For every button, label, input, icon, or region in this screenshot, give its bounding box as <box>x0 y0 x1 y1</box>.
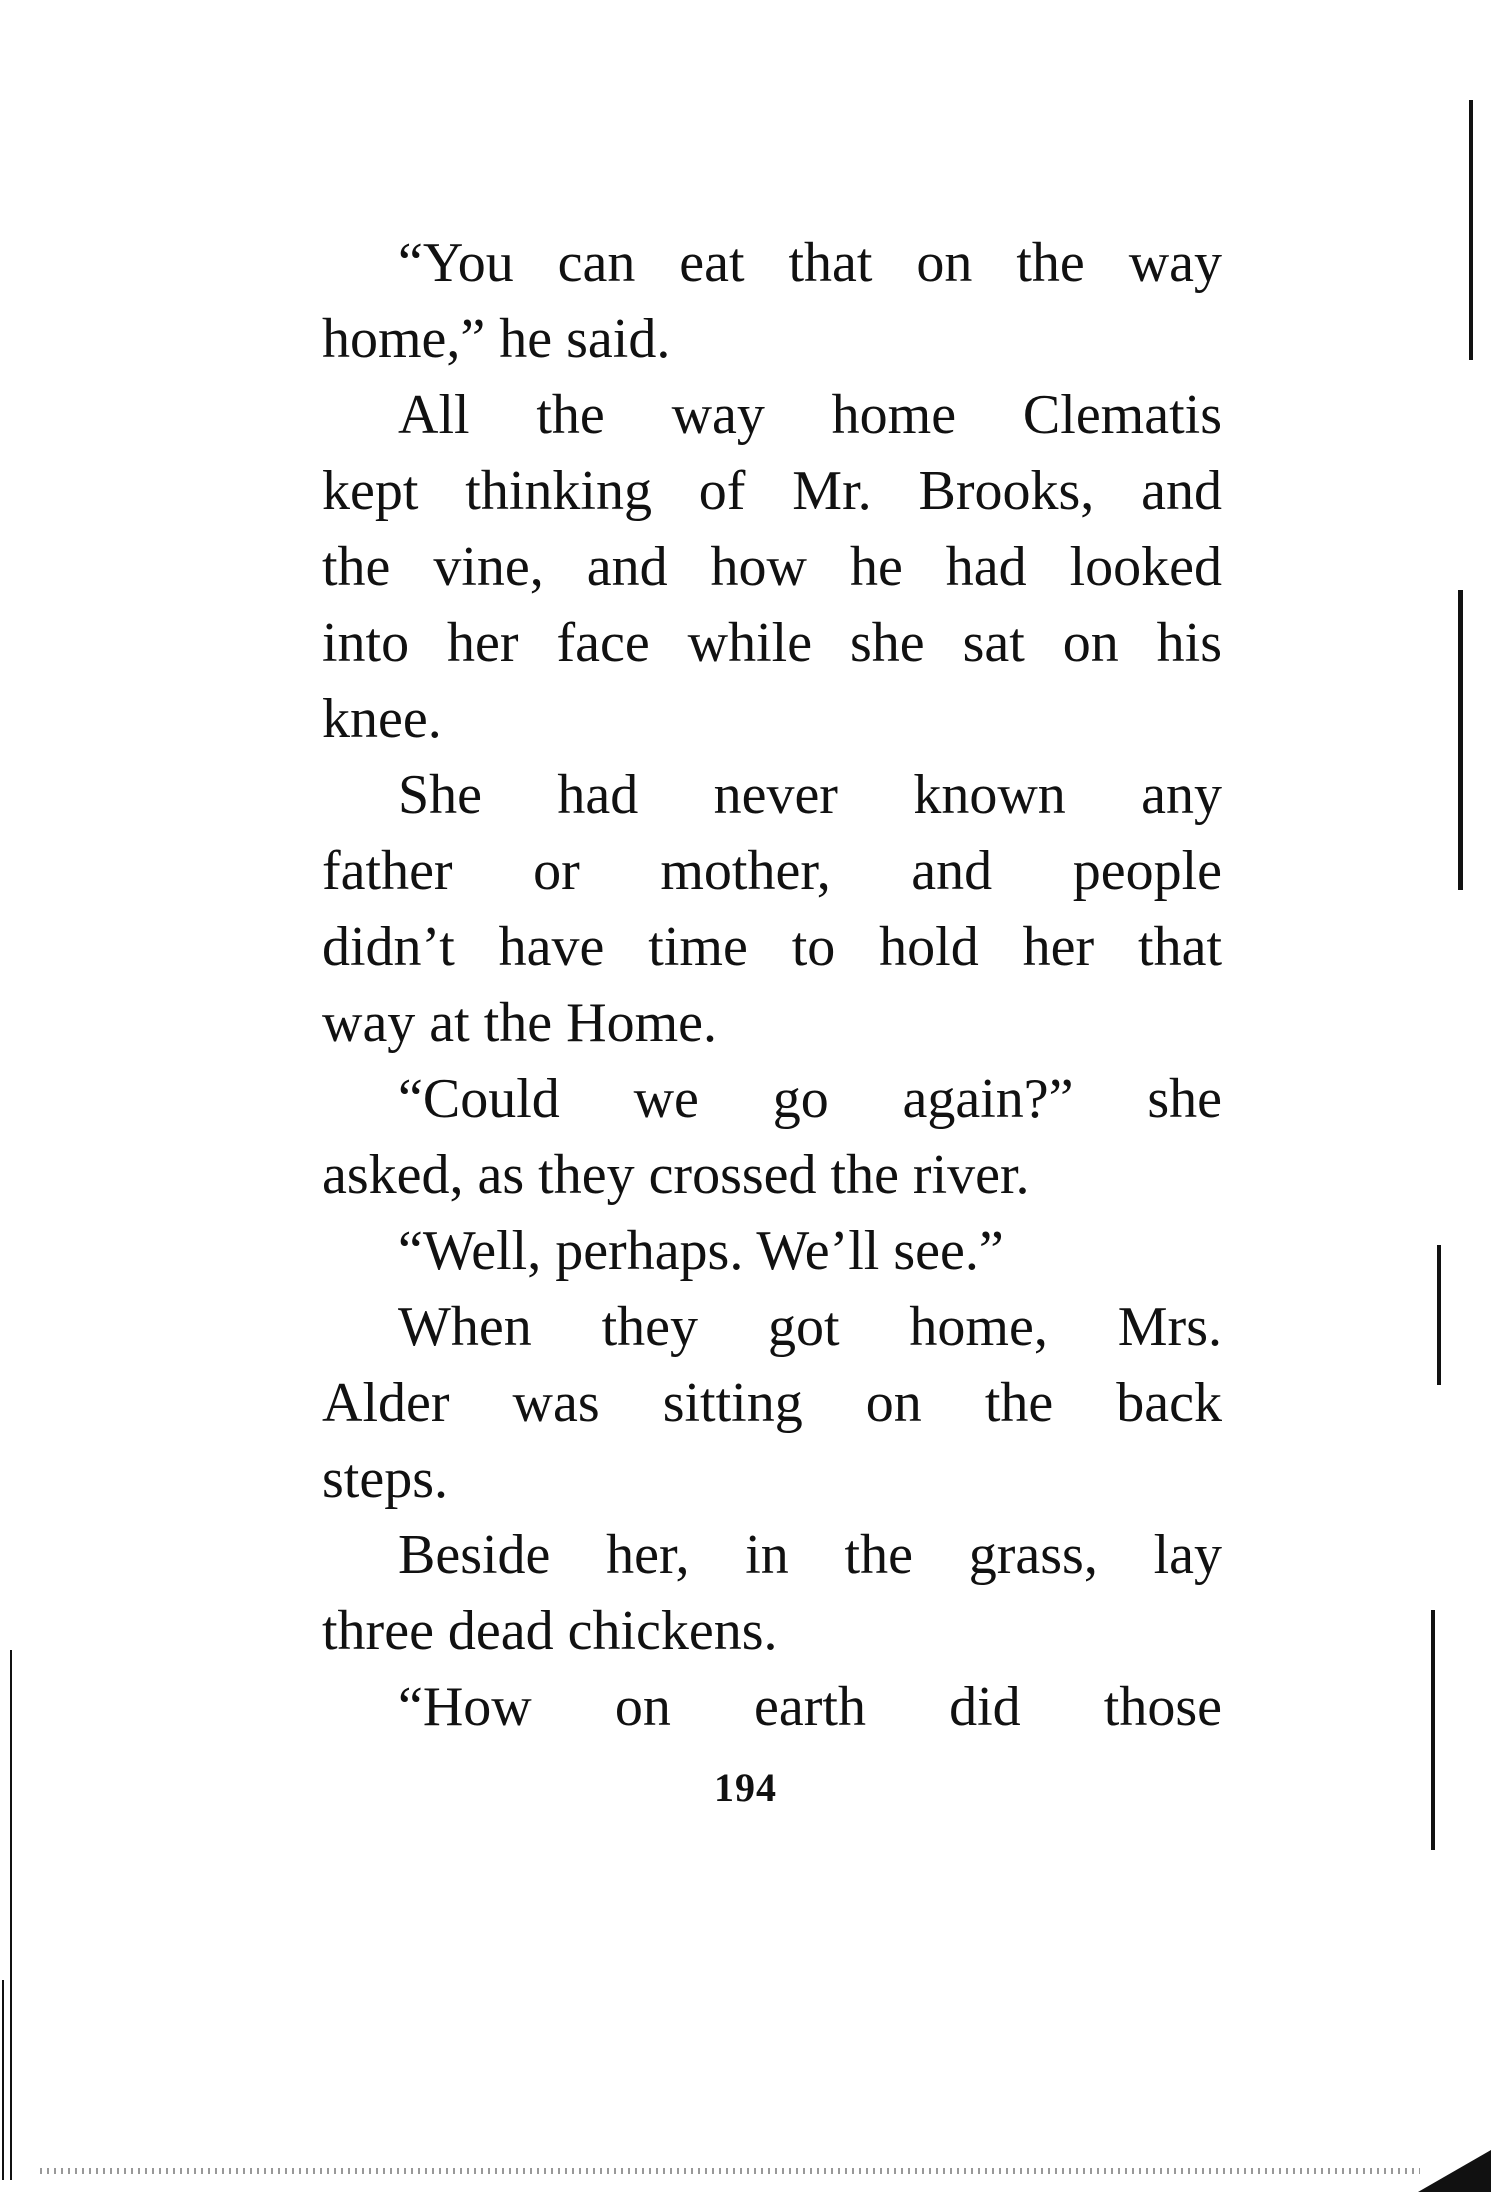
text-line: Beside her, in the grass, lay <box>398 1524 1222 1586</box>
text-line: three dead chickens. <box>322 1600 778 1662</box>
text-line: into her face while she sat on his <box>322 612 1222 674</box>
scan-edge-mark <box>1431 1610 1435 1850</box>
text-line: home,” he said. <box>322 308 671 370</box>
text-line: When they got home, Mrs. <box>398 1296 1222 1358</box>
scan-edge-mark <box>1437 1245 1441 1385</box>
text-line: knee. <box>322 688 442 750</box>
scan-edge-mark <box>2 1980 4 2180</box>
text-line: Alder was sitting on the back <box>322 1372 1222 1434</box>
text-line: asked, as they crossed the river. <box>322 1144 1030 1206</box>
scan-edge-mark <box>1458 590 1463 890</box>
text-line: “Could we go again?” she <box>398 1068 1222 1130</box>
text-line: “Well, perhaps. We’ll see.” <box>398 1220 1004 1282</box>
scan-edge-mark <box>1469 100 1473 360</box>
scan-noise <box>40 2168 1420 2174</box>
text-line: kept thinking of Mr. Brooks, and <box>322 460 1222 522</box>
text-line: She had never known any <box>398 764 1222 826</box>
text-line: “How on earth did those <box>398 1676 1222 1738</box>
text-line: didn’t have time to hold her that <box>322 916 1222 978</box>
text-line: steps. <box>322 1448 448 1510</box>
page-corner <box>1418 2150 1491 2192</box>
text-line: way at the Home. <box>322 992 717 1054</box>
text-line: All the way home Clematis <box>398 384 1222 446</box>
body-text <box>322 225 1222 1745</box>
text-line: father or mother, and people <box>322 840 1222 902</box>
page-number: 194 <box>714 1765 777 1810</box>
scan-edge-mark <box>10 1650 12 2180</box>
text-line: “You can eat that on the way <box>398 232 1222 294</box>
text-line: the vine, and how he had looked <box>322 536 1222 598</box>
